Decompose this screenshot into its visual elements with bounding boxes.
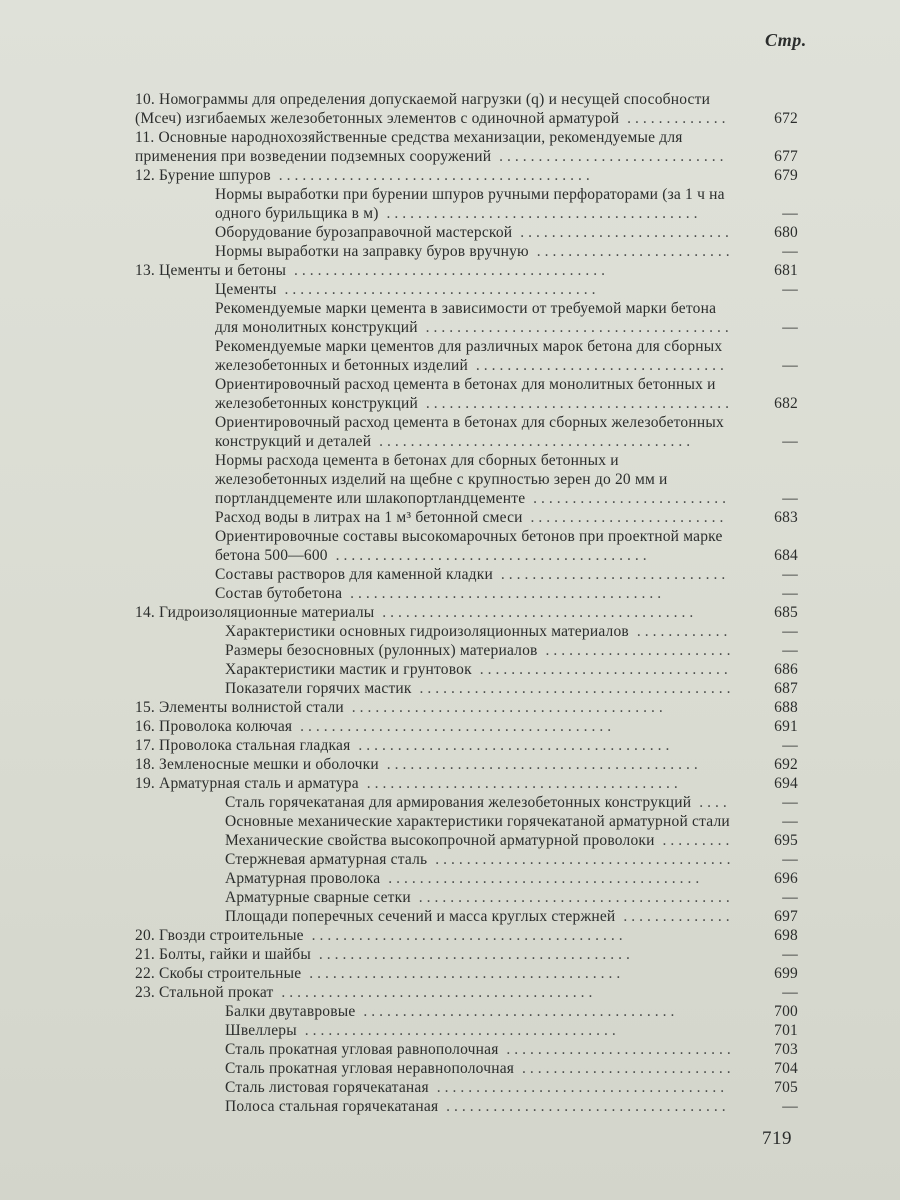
toc-entry-page: 701	[774, 1022, 798, 1039]
leader-dots: .............................	[491, 148, 728, 165]
toc-entry-page: —	[782, 623, 798, 640]
toc-entry-title: 17. Проволока стальная гладкая ........................................	[135, 737, 674, 754]
leader-dots: ........................................	[358, 775, 682, 792]
toc-entry-title: 15. Элементы волнистой стали ........................................	[135, 699, 667, 716]
toc-entry-page: 699	[774, 965, 798, 982]
toc-entry-page: 692	[774, 756, 798, 773]
toc-entry-title: 18. Земленосные мешки и оболочки ........................................	[135, 756, 702, 773]
toc-entry-page: —	[782, 357, 798, 374]
toc-subsection-entry	[0, 641, 900, 660]
leader-dots: ............	[628, 623, 732, 640]
toc-entry-page: —	[782, 642, 798, 659]
toc-subsection-entry	[0, 1059, 900, 1078]
toc-section-entry	[0, 964, 900, 983]
toc-subsection-entry	[0, 1078, 900, 1097]
toc-entry-title: Расход воды в литрах на 1 м³ бетонной смеси .........................	[215, 509, 728, 526]
toc-entry-page: 697	[774, 908, 798, 925]
toc-entry-page: —	[782, 737, 798, 754]
toc-subsection-entry	[0, 451, 900, 508]
leader-dots: .......................................	[417, 319, 733, 336]
toc-entry-page: —	[782, 205, 798, 222]
toc-subsection-entry	[0, 812, 900, 831]
toc-entry-page: 684	[774, 547, 798, 564]
toc-entry-page: —	[782, 319, 798, 336]
toc-entry-title: 19. Арматурная сталь и арматура ........................................	[135, 775, 682, 792]
toc-subsection-entry	[0, 508, 900, 527]
leader-dots: ........................................	[355, 1003, 679, 1020]
leader-dots: ....................................	[438, 1098, 730, 1115]
toc-entry-page: 681	[774, 262, 798, 279]
toc-entry-title: Характеристики мастик и грунтовок ................................	[225, 661, 732, 678]
toc-subsection-entry	[0, 850, 900, 869]
toc-entry-title: Цементы ........................................	[215, 281, 600, 298]
leader-dots: .............	[619, 110, 730, 127]
toc-entry-title: 22. Скобы строительные ........................................	[135, 965, 625, 982]
toc-subsection-entry	[0, 888, 900, 907]
toc-entry-title: 10. Номограммы для определения допускаемой нагрузки (q) и несущей способности (Mсеч) изгибаемых железобетонных элементов с одиночной арматурой .............	[135, 91, 730, 127]
toc-subsection-entry	[0, 223, 900, 242]
toc-entry-title: Нормы расхода цемента в бетонах для сборных бетонных и железобетонных изделий на щебне с крупностью зерен до 20 мм и портландцементе или шлакопортландцементе .........................	[215, 452, 731, 507]
toc-section-entry	[0, 983, 900, 1002]
toc-entry-page: 685	[774, 604, 798, 621]
table-of-contents	[0, 90, 900, 1116]
toc-subsection-entry	[0, 242, 900, 261]
leader-dots: ........................	[537, 642, 735, 659]
toc-entry-page: 686	[774, 661, 798, 678]
toc-entry-title: Характеристики основных гидроизоляционных материалов ............	[225, 623, 732, 640]
toc-entry-page: 691	[774, 718, 798, 735]
leader-dots: .............................	[493, 566, 730, 583]
toc-entry-title: 12. Бурение шпуров ........................................	[135, 167, 594, 184]
toc-subsection-entry	[0, 527, 900, 565]
toc-subsection-entry	[0, 280, 900, 299]
toc-section-entry	[0, 128, 900, 166]
toc-entry-page: 688	[774, 699, 798, 716]
toc-entry-page: 687	[774, 680, 798, 697]
toc-subsection-entry	[0, 413, 900, 451]
leader-dots: ........................................	[273, 984, 597, 1001]
toc-subsection-entry	[0, 1040, 900, 1059]
toc-entry-page: 705	[774, 1079, 798, 1096]
leader-dots: ........................................	[410, 889, 734, 906]
toc-subsection-entry	[0, 1002, 900, 1021]
toc-entry-title: Сталь прокатная угловая неравнополочная ...........................	[225, 1060, 735, 1077]
toc-entry-title: Площади поперечных сечений и масса круглых стержней ..............	[225, 908, 734, 925]
toc-subsection-entry	[0, 1021, 900, 1040]
leader-dots: .......................................	[418, 395, 734, 412]
leader-dots: ........................................	[350, 737, 674, 754]
toc-subsection-entry	[0, 622, 900, 641]
page-number: 719	[762, 1128, 792, 1149]
toc-entry-page: —	[782, 243, 798, 260]
leader-dots: ........................................	[296, 1022, 620, 1039]
toc-entry-title: Рекомендуемые марки цемента в зависимости от требуемой марки бетона для монолитных конструкций .......................................	[215, 300, 733, 336]
toc-entry-title: Нормы выработки при бурении шпуров ручными перфораторами (за 1 ч на одного бурильщика в м) ........................................	[215, 186, 725, 222]
toc-subsection-entry	[0, 185, 900, 223]
leader-dots: ...........................	[512, 224, 733, 241]
leader-dots: .........................	[525, 490, 731, 507]
toc-entry-title: Арматурная проволока ........................................	[225, 870, 704, 887]
toc-subsection-entry	[0, 660, 900, 679]
toc-entry-title: Состав бутобетона ........................................	[215, 585, 666, 602]
leader-dots: ......................................	[427, 851, 735, 868]
toc-entry-page: 696	[774, 870, 798, 887]
leader-dots: ........................................	[270, 167, 594, 184]
toc-entry-title: Оборудование бурозаправочной мастерской ...........................	[215, 224, 733, 241]
toc-subsection-entry	[0, 337, 900, 375]
toc-subsection-entry	[0, 299, 900, 337]
toc-entry-title: 21. Болты, гайки и шайбы ........................................	[135, 946, 634, 963]
toc-entry-title: Основные механические характеристики горячекатаной арматурной стали	[225, 813, 730, 830]
toc-entry-page: —	[782, 281, 798, 298]
toc-entry-page: 672	[774, 110, 798, 127]
toc-section-entry	[0, 698, 900, 717]
toc-entry-page: —	[782, 433, 798, 450]
toc-entry-page: 695	[774, 832, 798, 849]
leader-dots: ........................................	[371, 433, 695, 450]
page-column-header: Стр.	[765, 30, 807, 50]
toc-entry-page: 680	[774, 224, 798, 241]
toc-entry-title: 16. Проволока колючая ........................................	[135, 718, 616, 735]
toc-section-entry	[0, 717, 900, 736]
leader-dots: ........................................	[310, 946, 634, 963]
toc-entry-page: —	[782, 794, 798, 811]
toc-subsection-entry	[0, 907, 900, 926]
toc-entry-title: 11. Основные народнохозяйственные средства механизации, рекомендуемые для применения при возведении подземных сооружений .............................	[135, 129, 728, 165]
toc-entry-title: Механические свойства высокопрочной арматурной проволоки .........	[225, 832, 734, 849]
toc-section-entry	[0, 926, 900, 945]
leader-dots: .........	[654, 832, 734, 849]
toc-entry-title: Балки двутавровые ........................................	[225, 1003, 679, 1020]
toc-entry-title: Ориентировочные составы высокомарочных бетонов при проектной марке бетона 500—600 ........................................	[215, 528, 723, 564]
leader-dots: ..............	[615, 908, 734, 925]
toc-entry-title: Сталь листовая горячекатаная .....................................	[225, 1079, 729, 1096]
toc-entry-title: Швеллеры ........................................	[225, 1022, 620, 1039]
toc-entry-title: Нормы выработки на заправку буров вручную .........................	[215, 243, 734, 260]
toc-entry-page: —	[782, 946, 798, 963]
toc-entry-title: Размеры безосновных (рулонных) материалов ........................	[225, 642, 735, 659]
toc-section-entry	[0, 945, 900, 964]
leader-dots: .............................	[498, 1041, 735, 1058]
toc-section-entry	[0, 755, 900, 774]
leader-dots: ........................................	[343, 699, 667, 716]
toc-section-entry	[0, 90, 900, 128]
leader-dots: ........................................	[286, 262, 610, 279]
leader-dots: ........................................	[378, 756, 702, 773]
leader-dots: ................................	[471, 661, 732, 678]
toc-entry-page: 698	[774, 927, 798, 944]
toc-entry-title: Составы растворов для каменной кладки .............................	[215, 566, 730, 583]
toc-subsection-entry	[0, 1097, 900, 1116]
toc-section-entry	[0, 774, 900, 793]
toc-entry-title: 14. Гидроизоляционные материалы ........................................	[135, 604, 698, 621]
toc-entry-page: —	[782, 813, 798, 830]
toc-entry-page: —	[782, 490, 798, 507]
toc-entry-page: —	[782, 585, 798, 602]
toc-entry-page: —	[782, 851, 798, 868]
toc-entry-page: 683	[774, 509, 798, 526]
toc-entry-title: Арматурные сварные сетки ........................................	[225, 889, 734, 906]
toc-entry-title: Рекомендуемые марки цементов для различных марок бетона для сборных железобетонных и бетонных изделий ................................	[215, 338, 728, 374]
toc-subsection-entry	[0, 565, 900, 584]
toc-entry-title: Сталь горячекатаная для армирования железобетонных конструкций ....	[225, 794, 731, 811]
leader-dots: ........................................	[411, 680, 735, 697]
toc-entry-page: 694	[774, 775, 798, 792]
leader-dots: ........................................	[276, 281, 600, 298]
leader-dots: ........................................	[342, 585, 666, 602]
leader-dots: ...........................	[514, 1060, 735, 1077]
toc-section-entry	[0, 166, 900, 185]
toc-entry-title: Сталь прокатная угловая равнополочная .............................	[225, 1041, 735, 1058]
toc-subsection-entry	[0, 679, 900, 698]
toc-entry-title: Показатели горячих мастик ........................................	[225, 680, 735, 697]
leader-dots: ........................................	[380, 870, 704, 887]
leader-dots: ....	[691, 794, 731, 811]
toc-entry-page: 677	[774, 148, 798, 165]
toc-entry-page: —	[782, 1098, 798, 1115]
toc-entry-page: 700	[774, 1003, 798, 1020]
toc-subsection-entry	[0, 869, 900, 888]
toc-entry-title: 23. Стальной прокат ........................................	[135, 984, 597, 1001]
toc-entry-title: 13. Цементы и бетоны ........................................	[135, 262, 610, 279]
toc-entry-title: 20. Гвозди строительные ........................................	[135, 927, 627, 944]
leader-dots: .........................	[528, 243, 734, 260]
toc-entry-page: 704	[774, 1060, 798, 1077]
leader-dots: ........................................	[292, 718, 616, 735]
toc-subsection-entry	[0, 793, 900, 812]
leader-dots: ........................................	[301, 965, 625, 982]
toc-section-entry	[0, 736, 900, 755]
toc-entry-page: 682	[774, 395, 798, 412]
leader-dots: ........................................	[327, 547, 651, 564]
leader-dots: ........................................	[303, 927, 627, 944]
toc-entry-page: —	[782, 889, 798, 906]
toc-entry-page: 679	[774, 167, 798, 184]
toc-subsection-entry	[0, 584, 900, 603]
toc-entry-title: Полоса стальная горячекатаная ....................................	[225, 1098, 730, 1115]
toc-entry-page: —	[782, 566, 798, 583]
toc-entry-page: —	[782, 984, 798, 1001]
leader-dots: ................................	[468, 357, 728, 374]
leader-dots: ........................................	[374, 604, 698, 621]
toc-subsection-entry	[0, 831, 900, 850]
toc-entry-title: Ориентировочный расход цемента в бетонах для монолитных бетонных и железобетонных конструкций .......................................	[215, 376, 734, 412]
toc-entry-title: Ориентировочный расход цемента в бетонах для сборных железобетонных конструкций и деталей ........................................	[215, 414, 724, 450]
leader-dots: .....................................	[428, 1079, 729, 1096]
toc-section-entry	[0, 261, 900, 280]
toc-entry-title: Стержневая арматурная сталь ......................................	[225, 851, 735, 868]
leader-dots: .........................	[522, 509, 728, 526]
toc-entry-page: 703	[774, 1041, 798, 1058]
leader-dots: ........................................	[378, 205, 702, 222]
toc-section-entry	[0, 603, 900, 622]
toc-subsection-entry	[0, 375, 900, 413]
